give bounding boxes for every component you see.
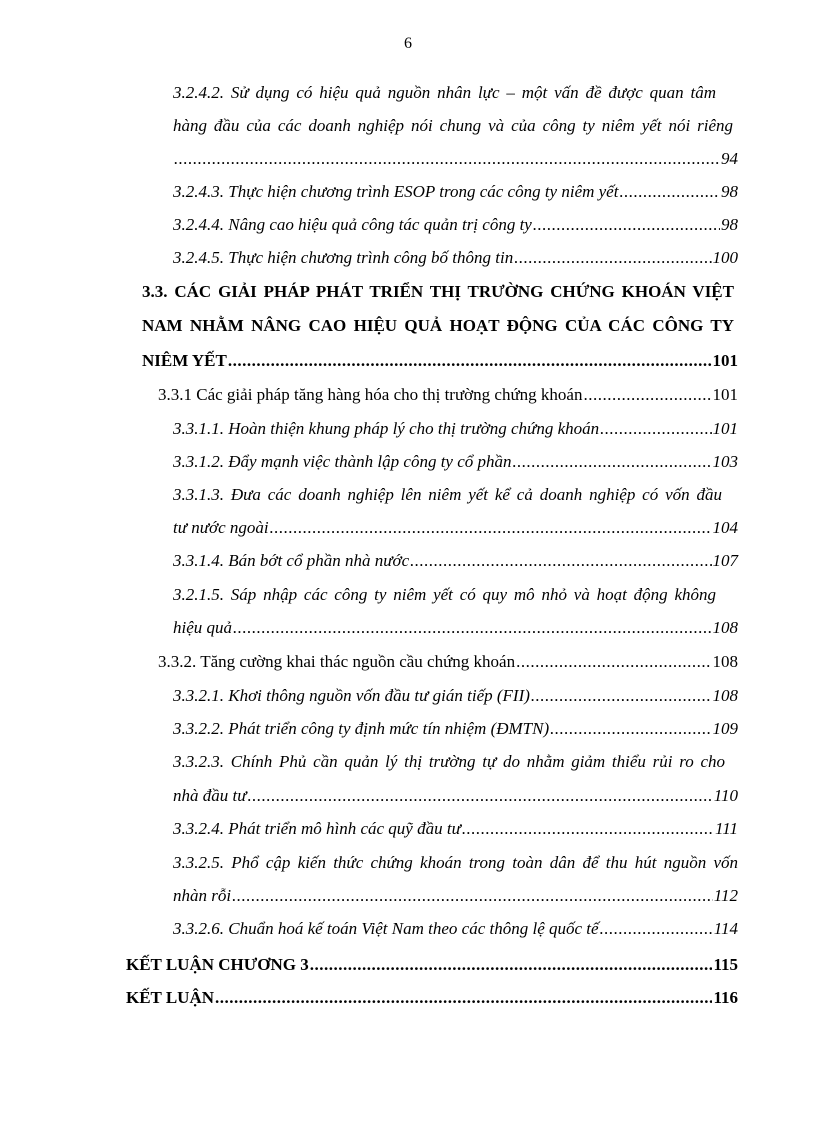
toc-entry-text: 3.3.2.1. Khơi thông nguồn vốn đầu tư gián tiếp (FII)	[173, 686, 530, 705]
toc-entry-page: 111	[715, 819, 738, 838]
toc-entry-text: KẾT LUẬN CHƯƠNG 3	[126, 955, 309, 974]
toc-entry-text: 3.3.1.2. Đẩy mạnh việc thành lập công ty cổ phần	[173, 452, 512, 471]
toc-entry-3-3-1-2[interactable]	[173, 451, 738, 473]
toc-entry-3-3-2-1[interactable]	[173, 685, 738, 707]
dot-leader	[270, 517, 712, 539]
dot-leader	[513, 451, 712, 473]
toc-entry-text: 3.3.2.3. Chính Phủ cần quản lý thị trường tự do nhằm giảm thiểu rủi ro cho	[173, 752, 725, 771]
dot-leader	[583, 384, 711, 406]
toc-entry-3-3-1-1[interactable]	[173, 418, 738, 440]
toc-entry-text: 3.3.1.4. Bán bớt cổ phần nhà nước	[173, 551, 410, 570]
dot-leader	[215, 987, 712, 1009]
dot-leader	[514, 247, 711, 269]
toc-entry-3-2-4-5[interactable]	[173, 247, 738, 269]
toc-entry-text: tư nước ngoài	[173, 518, 269, 537]
toc-entry-3-3-2[interactable]	[158, 651, 738, 673]
toc-entry-text: 3.3.2.6. Chuẩn hoá kế toán Việt Nam theo các thông lệ quốc tế	[173, 919, 599, 938]
toc-entry-page: 108	[712, 618, 738, 637]
page-number: 6	[404, 35, 412, 52]
toc-entry-3-3-1-4[interactable]	[173, 550, 738, 572]
toc-entry-page: 110	[713, 786, 738, 805]
dot-leader	[174, 148, 720, 170]
toc-entry-text: 3.2.4.5. Thực hiện chương trình công bố thông tin	[173, 248, 514, 267]
toc-entry-3-2-4-3[interactable]	[173, 181, 738, 203]
toc-entry-3-2-1-5[interactable]	[173, 584, 716, 606]
dot-leader	[531, 685, 712, 707]
dot-leader	[619, 181, 720, 203]
toc-entry-page: 98	[721, 215, 738, 234]
toc-entry-page: 101	[712, 385, 738, 404]
toc-entry-3-3[interactable]	[142, 281, 734, 303]
dot-leader	[600, 918, 713, 940]
toc-entry-page: 114	[713, 919, 738, 938]
toc-entry-3-2-4-2[interactable]	[173, 82, 716, 104]
toc-entry-page: 100	[712, 248, 738, 267]
toc-entry-3-3-1-3[interactable]	[173, 484, 722, 506]
dot-leader	[533, 214, 720, 236]
toc-entry-page: 104	[712, 518, 738, 537]
toc-entry-text: 3.3.1.1. Hoàn thiện khung pháp lý cho thị trường chứng khoán	[173, 419, 600, 438]
dot-leader	[600, 418, 711, 440]
toc-entry-page: 108	[712, 686, 738, 705]
dot-leader	[410, 550, 711, 572]
toc-entry-text: 3.3. CÁC GIẢI PHÁP PHÁT TRIỂN THỊ TRƯỜNG CHỨNG KHOÁN VIỆT	[142, 282, 734, 301]
toc-entry-3-3-2-2[interactable]	[173, 718, 738, 740]
toc-entry-page: 112	[713, 886, 738, 905]
toc-entry-text: 3.2.4.3. Thực hiện chương trình ESOP trong các công ty niêm yết	[173, 182, 619, 201]
dot-leader	[516, 651, 711, 673]
toc-entry-text: KẾT LUẬN	[126, 988, 215, 1007]
toc-entry-text: NAM NHẰM NÂNG CAO HIỆU QUẢ HOẠT ĐỘNG CỦA CÁC CÔNG TY	[142, 316, 734, 335]
toc-entry-text: nhà đầu tư	[173, 786, 247, 805]
dot-leader	[550, 718, 711, 740]
toc-entry-text: 3.2.4.4. Nâng cao hiệu quả công tác quản trị công ty	[173, 215, 532, 234]
toc-entry-page: 101	[712, 419, 738, 438]
dot-leader	[233, 617, 711, 639]
toc-entry-3-3-cont[interactable]	[142, 315, 734, 337]
toc-entry-3-2-4-2-cont[interactable]	[173, 115, 733, 137]
toc-entry-3-3-2-3[interactable]	[173, 751, 725, 773]
toc-entry-page: 103	[712, 452, 738, 471]
toc-entry-text: 3.3.2.2. Phát triển công ty định mức tín nhiệm (ĐMTN)	[173, 719, 550, 738]
toc-entry-text: NIÊM YẾT	[142, 351, 227, 370]
toc-entry-3-2-1-5-cont[interactable]	[173, 617, 738, 639]
toc-entry-3-3-1-3-cont[interactable]	[173, 517, 738, 539]
toc-entry-3-3-2-4[interactable]	[173, 818, 738, 840]
toc-entry-text: nhàn rỗi	[173, 886, 232, 905]
dot-leader	[310, 954, 713, 976]
dot-leader	[232, 885, 713, 907]
toc-entry-text: 3.2.4.2. Sử dụng có hiệu quả nguồn nhân lực – một vấn đề được quan tâm	[173, 83, 716, 102]
toc-entry-page: 101	[712, 351, 738, 370]
toc-entry-text: hiệu quả	[173, 618, 233, 637]
toc-entry-page: 98	[721, 182, 738, 201]
dot-leader	[228, 350, 712, 372]
toc-entry-text: 3.3.1 Các giải pháp tăng hàng hóa cho thị trường chứng khoán	[158, 385, 583, 404]
toc-entry-text: 3.3.2.4. Phát triển mô hình các quỹ đầu tư	[173, 819, 461, 838]
toc-entry-3-3-2-5-cont[interactable]	[173, 885, 738, 907]
toc-entry-ket-luan-chuong-3[interactable]	[126, 954, 738, 976]
toc-entry-text: hàng đầu của các doanh nghiệp nói chung và của công ty niêm yết nói riêng	[173, 116, 733, 135]
toc-entry-text: 3.3.1.3. Đưa các doanh nghiệp lên niêm yết kể cả doanh nghiệp có vốn đầu	[173, 485, 722, 504]
toc-entry-page: 108	[712, 652, 738, 671]
toc-entry-3-3-2-6[interactable]	[173, 918, 738, 940]
toc-entry-page: 116	[713, 988, 738, 1007]
toc-entry-3-2-4-4[interactable]	[173, 214, 738, 236]
dot-leader	[248, 785, 713, 807]
dot-leader	[462, 818, 714, 840]
toc-entry-3-2-4-2-page[interactable]	[173, 148, 738, 170]
toc-entry-3-3-2-3-cont[interactable]	[173, 785, 738, 807]
toc-entry-page: 94	[721, 149, 738, 168]
toc-entry-text: 3.2.1.5. Sáp nhập các công ty niêm yết có quy mô nhỏ và hoạt động không	[173, 585, 716, 604]
toc-entry-page: 115	[713, 955, 738, 974]
toc-entry-text: 3.3.2.5. Phổ cập kiến thức chứng khoán trong toàn dân để thu hút nguồn vốn	[173, 853, 738, 872]
toc-entry-text: 3.3.2. Tăng cường khai thác nguồn cầu chứng khoán	[158, 652, 516, 671]
toc-entry-ket-luan[interactable]	[126, 987, 738, 1009]
toc-entry-3-3-1[interactable]	[158, 384, 738, 406]
toc-entry-3-3-2-5[interactable]	[173, 852, 738, 874]
toc-entry-page: 109	[712, 719, 738, 738]
toc-entry-3-3-page[interactable]	[142, 350, 738, 372]
toc-entry-page: 107	[712, 551, 738, 570]
